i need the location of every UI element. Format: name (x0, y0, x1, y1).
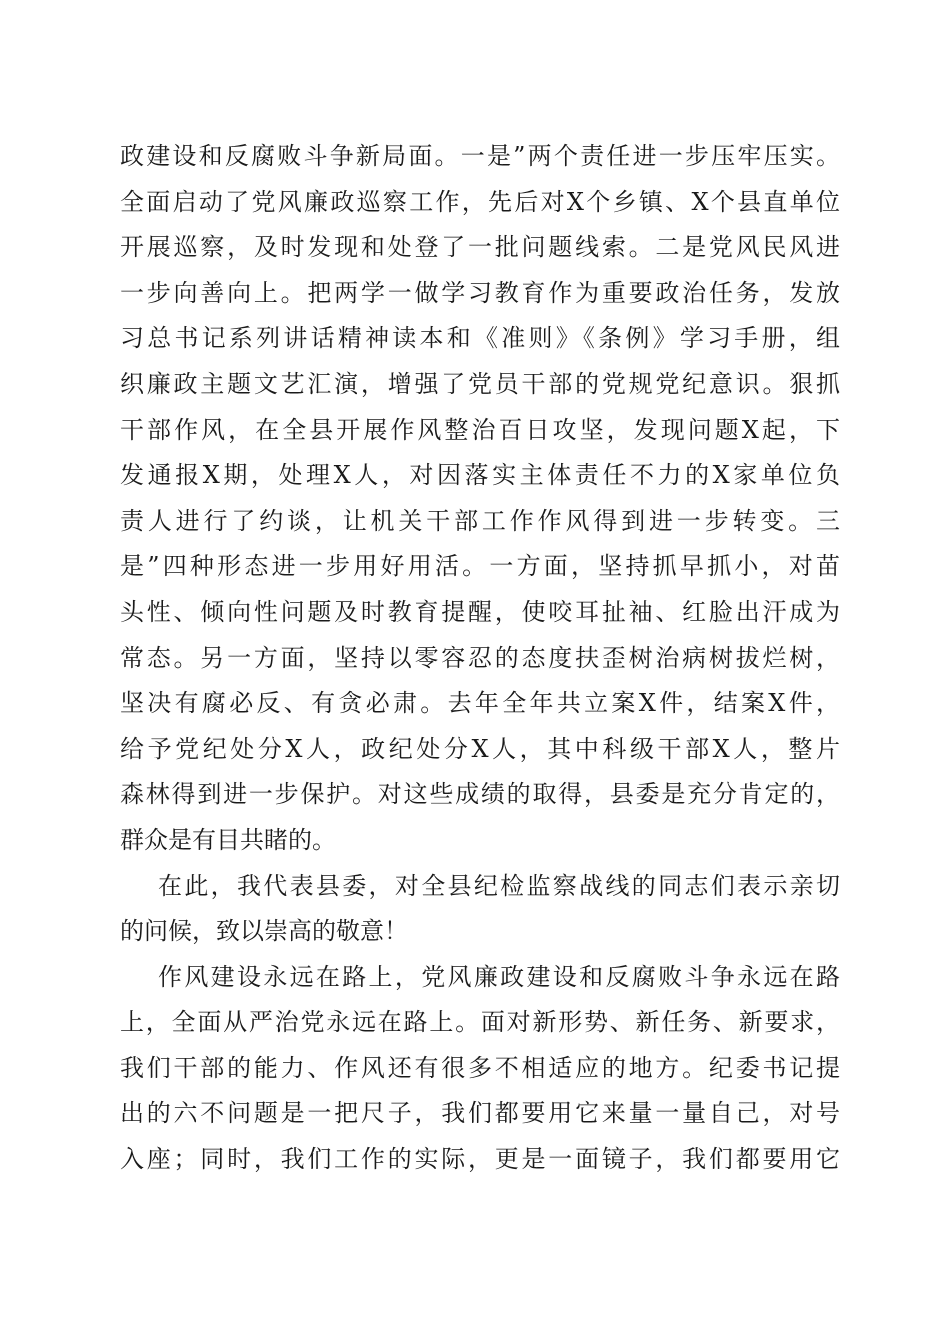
text-line: 全面启动了党风廉政巡察工作，先后对X个乡镇、X个县直单位 (120, 187, 840, 216)
text-line: 一步向善向上。把两学一做学习教育作为重要政治任务，发放 (120, 278, 840, 307)
text-line: 头性、倾向性问题及时教育提醒，使咬耳扯袖、红脸出汗成为 (120, 597, 840, 626)
text-line: 常态。另一方面，坚持以零容忍的态度扶歪树治病树拔烂树， (120, 643, 840, 672)
text-line: 发通报X期，处理X人，对因落实主体责任不力的X家单位负 (120, 461, 840, 490)
text-line: 群众是有目共睹的。 (120, 825, 336, 854)
text-line: 坚决有腐必反、有贪必肃。去年全年共立案X件，结案X件， (120, 689, 840, 718)
text-line: 出的六不问题是一把尺子，我们都要用它来量一量自己，对号 (120, 1099, 840, 1128)
text-line: 上，全面从严治党永远在路上。面对新形势、新任务、新要求， (120, 1008, 840, 1037)
text-line: 作风建设永远在路上，党风廉政建设和反腐败斗争永远在路 (158, 962, 840, 991)
text-line: 的问候，致以崇高的敬意！ (120, 917, 408, 946)
text-line: 干部作风，在全县开展作风整治百日攻坚，发现问题X起，下 (120, 415, 840, 444)
text-line: 给予党纪处分X人，政纪处分X人，其中科级干部X人，整片 (120, 734, 840, 763)
text-line: 习总书记系列讲话精神读本和《准则》《条例》学习手册，组 (120, 324, 840, 353)
text-line: 我们干部的能力、作风还有很多不相适应的地方。纪委书记提 (120, 1053, 840, 1082)
text-line: 入座；同时，我们工作的实际，更是一面镜子，我们都要用它 (120, 1145, 840, 1174)
text-line: 开展巡察，及时发现和处登了一批问题线索。二是党风民风进 (120, 233, 840, 262)
text-line: 织廉政主题文艺汇演，增强了党员干部的党规党纪意识。狠抓 (120, 369, 840, 398)
text-line: 责人进行了约谈，让机关干部工作作风得到进一步转变。三 (120, 506, 840, 535)
text-line: 森林得到进一步保护。对这些成绩的取得，县委是充分肯定的， (120, 780, 840, 809)
paragraph-work-style (120, 955, 840, 1183)
text-line: 在此，我代表县委，对全县纪检监察战线的同志们表示亲切 (158, 871, 840, 900)
paragraph-greeting (120, 864, 840, 955)
text-line: 是”四种形态进一步用好用活。一方面，坚持抓早抓小，对苗 (120, 552, 840, 581)
document-body (120, 134, 840, 1183)
text-line: 政建设和反腐败斗争新局面。一是”两个责任进一步压牢压实。 (120, 142, 840, 170)
paragraph-achievements (120, 134, 840, 864)
